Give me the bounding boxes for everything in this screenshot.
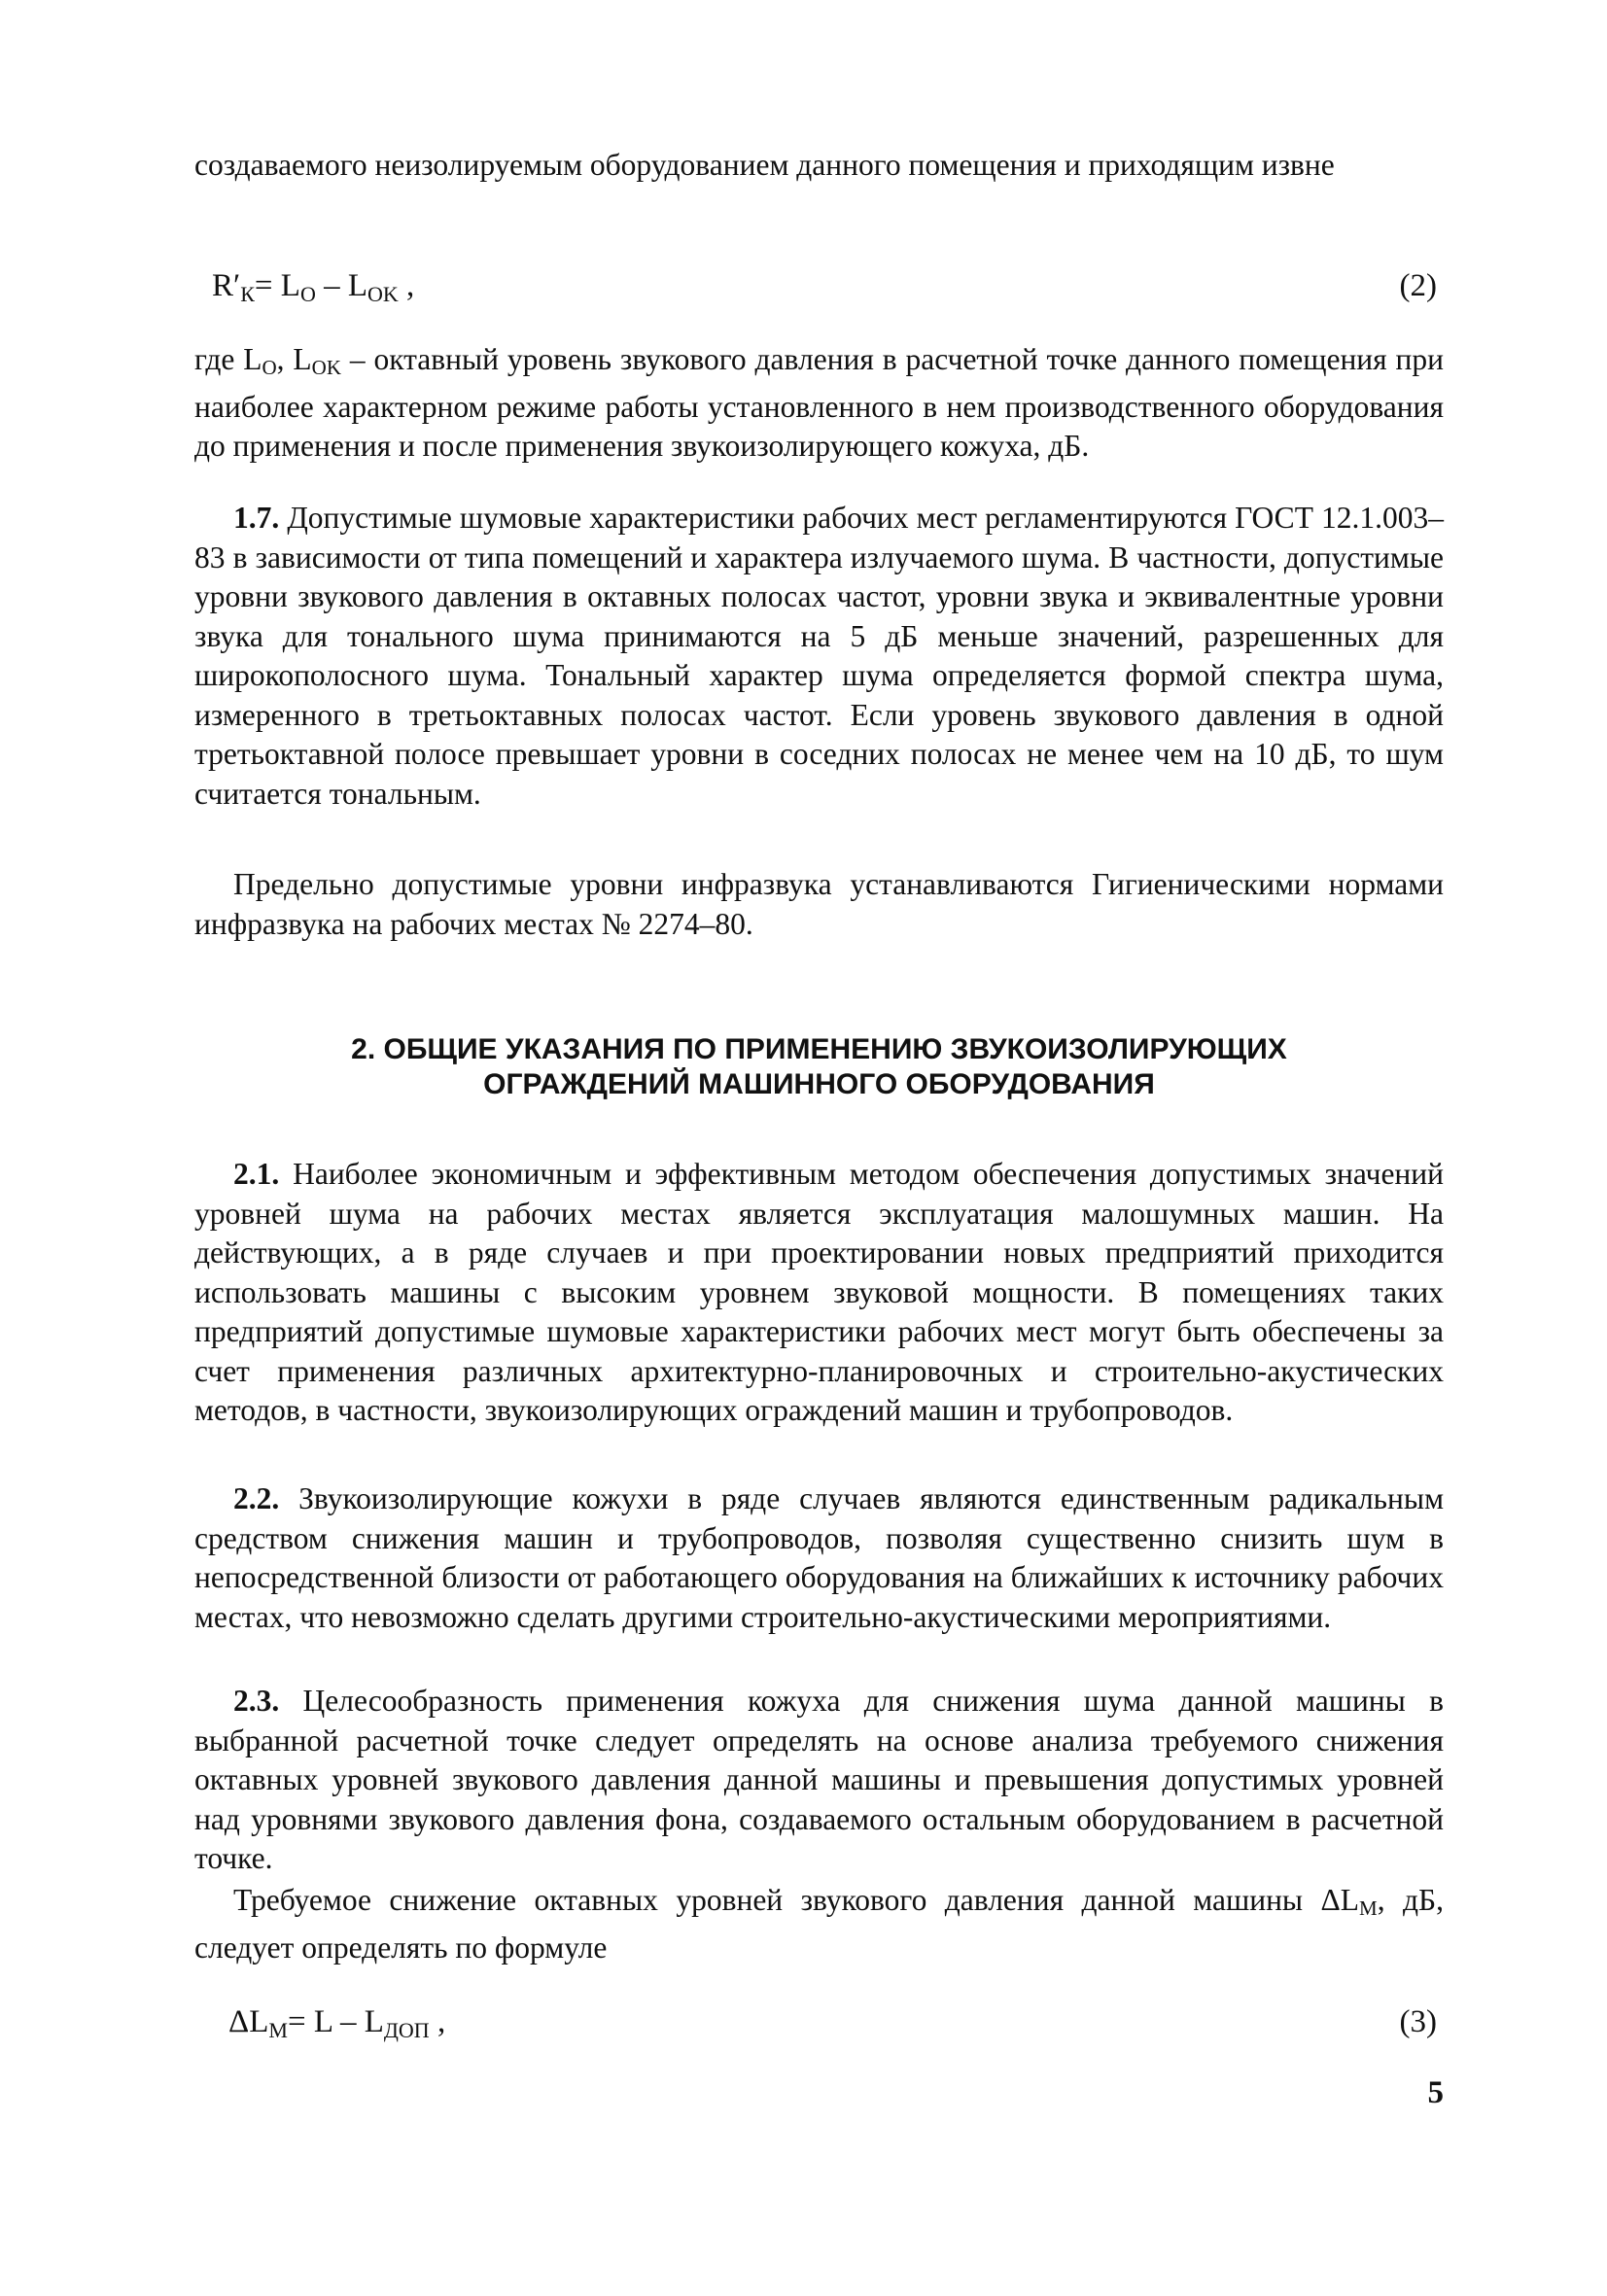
intro-paragraph: создаваемого неизолируемым оборудованием данного помещения и приходящим извне — [194, 148, 1335, 182]
paragraph-1-7: 1.7. Допустимые шумовые характеристики рабочих мест регламентируются ГОСТ 12.1.003–83 в зависимости от типа помещений и характера излучаемого шума. В частности, допустимые уровни звукового давления в октавных полосах частот, уровни звука и эквивалентные уровни звука для тонального шума принимаются на 5 дБ меньше значений, разрешенных для широкополосного шума. Тональный характер шума определяется формой спектра шума, измеренного в третьоктавных полосах частот. Если уровень звукового давления в одной третьоктавной полосе превышает уровни в соседних полосах не менее чем на 10 дБ, то шум считается тональным. — [194, 501, 1444, 811]
section-2-heading-line1: 2. ОБЩИЕ УКАЗАНИЯ ПО ПРИМЕНЕНИЮ ЗВУКОИЗОЛИРУЮЩИХ — [351, 1033, 1287, 1065]
paragraph-2-1: 2.1. Наиболее экономичным и эффективным методом обеспечения допустимых значений уровней шума на рабочих местах является эксплуатация малошумных машин. На действующих, а в ряде случаев и при проектировании новых предприятий приходится использовать машины с высоким уровнем звуковой мощности. В помещениях таких предприятий допустимые шумовые характеристики рабочих мест могут быть обеспечены за счет применения различных архитектурно-планировочных и строительно-акустических методов, в частности, звукоизолирующих ограждений машин и трубопроводов. — [194, 1157, 1444, 1427]
page-number: 5 — [1427, 2075, 1444, 2110]
paragraph-infrasound: Предельно допустимые уровни инфразвука устанавливаются Гигиеническими нормами инфразвука на рабочих местах № 2274–80. — [194, 867, 1444, 941]
formula-3-expression: $\Delta L_M= L - L_{ДОП}$ , — [228, 2004, 446, 2042]
formula-2 — [0, 264, 1607, 307]
formula-3-number: (3) — [1399, 2004, 1437, 2039]
formula-2-number: (2) — [1399, 268, 1437, 303]
section-2-heading — [194, 1032, 1444, 1102]
where-paragraph: где $L_O$, $L_{OK}$ – октавный уровень звукового давления в расчетной точке данного помещения при наиболее характерном режиме работы установленного в нем производственного оборудования до применения и после применения звукоизолирующего кожуха, дБ. — [194, 342, 1444, 463]
paragraph-2-2: 2.2. Звукоизолирующие кожухи в ряде случаев являются единственным радикальным средством снижения машин и трубопроводов, позволяя существенно снизить шум в непосредственной близости от работающего оборудования на ближайших к источнику рабочих местах, что невозможно сделать другими строительно-акустическими мероприятиями. — [194, 1481, 1444, 1634]
formula-3 — [0, 2000, 1607, 2043]
paragraph-2-3: 2.3. Целесообразность применения кожуха для снижения шума данной машины в выбранной расчетной точке следует определять на основе анализа требуемого снижения октавных уровней звукового давления данной машины и превышения допустимых уровней над уровнями звукового давления фона, создаваемого остальным оборудованием в расчетной точке. — [194, 1684, 1444, 1875]
formula-2-expression: $R'_К= L_O - L_{OK}$ , — [212, 268, 415, 306]
paragraph-required-reduction: Требуемое снижение октавных уровней звукового давления данной машины $\Delta L_M$, дБ, следует определять по формуле — [194, 1883, 1444, 1965]
section-2-heading-line2: ОГРАЖДЕНИЙ МАШИННОГО ОБОРУДОВАНИЯ — [483, 1068, 1155, 1100]
